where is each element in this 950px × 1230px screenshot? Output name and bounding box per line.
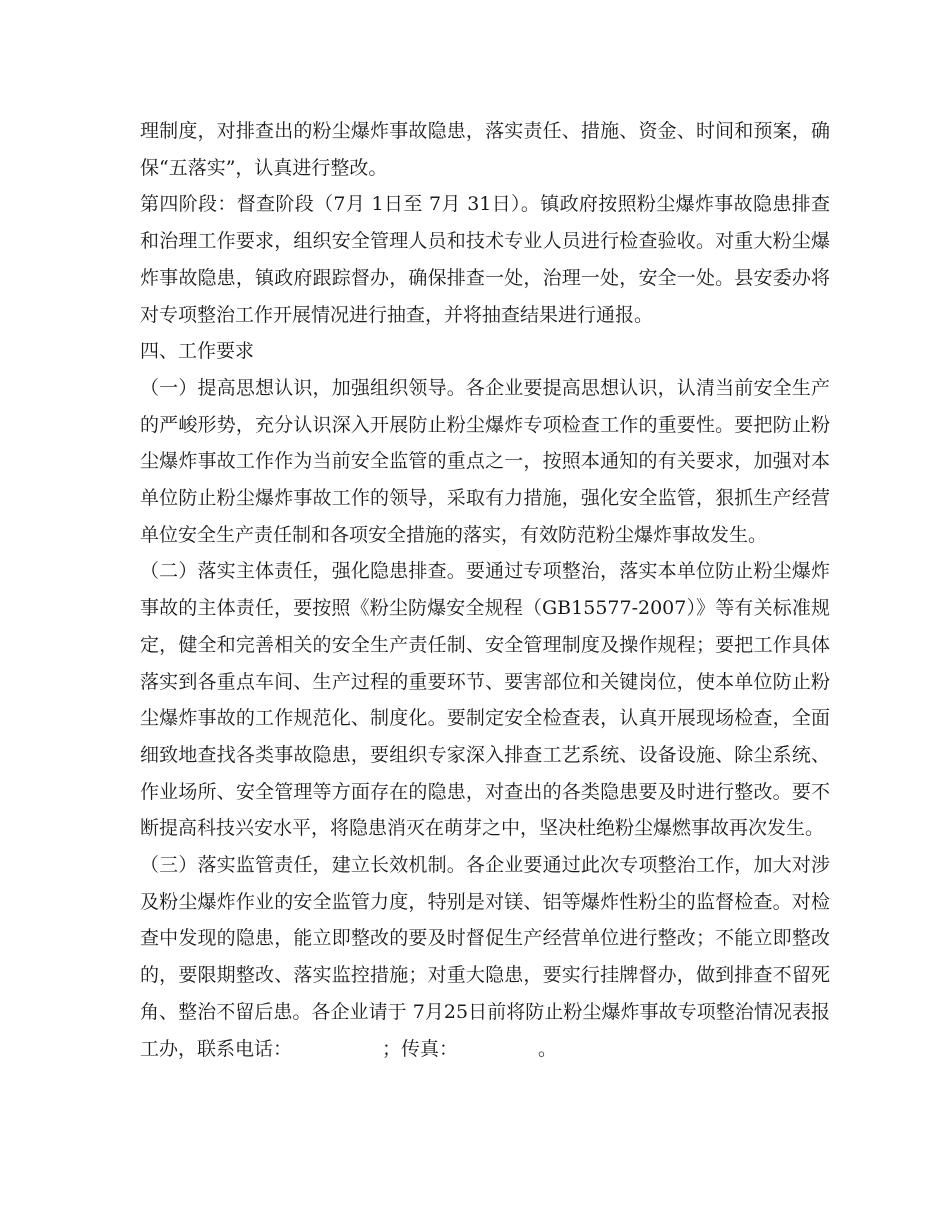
paragraph-requirement-1: （一）提高思想认识，加强组织领导。各企业要提高思想认识，认清当前安全生产的严峻形势，充分认识深入开展防止粉尘爆炸专项检查工作的重要性。要把防止粉尘爆炸事故工作作为当前安全监管的重点之一，按照本通知的有关要求，加强对本单位防止粉尘爆炸事故工作的领导，采取有力措施，强化安全监管，狠抓生产经营单位安全生产责任制和各项安全措施的落实，有效防范粉尘爆炸事故发生。 — [140, 376, 830, 546]
document-body — [140, 113, 830, 1067]
fax-label: ；传真： — [382, 1037, 459, 1060]
paragraph-stage3-tail: 理制度，对排查出的粉尘爆炸事故隐患，落实责任、措施、资金、时间和预案，确保“五落实”，认真进行整改。 — [140, 120, 830, 179]
closing-period: 。 — [538, 1037, 558, 1060]
requirement-3-text: （三）落实监管责任，建立长效机制。各企业要通过此次专项整治工作，加大对涉及粉尘爆炸作业的安全监管力度，特别是对镁、铝等爆炸性粉尘的监督检查。对检查中发现的隐患，能立即整改的要及时督促生产经营单位进行整改；不能立即整改的，要限期整改、落实监控措施；对重大隐患，要实行挂牌督办，做到排查不留死角、整治不留后患。各企业请于 7月25日前将防止粉尘爆炸事故专项整治情况表报工办，联系电话： — [140, 854, 830, 1060]
paragraph-requirement-2: （二）落实主体责任，强化隐患排查。要通过专项整治，落实本单位防止粉尘爆炸事故的主体责任，要按照《粉尘防爆安全规程（GB15577-2007）》等有关标准规定，健全和完善相关的安全生产责任制、安全管理制度及操作规程；要把工作具体落实到各重点车间、生产过程的重要环节、要害部位和关键岗位，使本单位防止粉尘爆炸事故的工作规范化、制度化。要制定安全检查表，认真开展现场检查，全面细致地查找各类事故隐患，要组织专家深入排查工艺系统、设备设施、除尘系统、作业场所、安全管理等方面存在的隐患，对查出的各类隐患要及时进行整改。要不断提高科技兴安水平，将隐患消灭在萌芽之中，坚决杜绝粉尘爆燃事故再次发生。 — [140, 560, 830, 840]
paragraph-requirement-3 — [140, 847, 830, 1067]
paragraph-stage4-supervision: 第四阶段：督查阶段（7月 1日至 7月 31日）。镇政府按照粉尘爆炸事故隐患排查和治理工作要求，组织安全管理人员和技术专业人员进行检查验收。对重大粉尘爆炸事故隐患，镇政府跟踪督办，确保排查一处，治理一处，安全一处。县安委办将对专项整治工作开展情况进行抽查，并将抽查结果进行通报。 — [140, 193, 830, 326]
section-heading-work-requirements: 四、工作要求 — [140, 340, 255, 363]
